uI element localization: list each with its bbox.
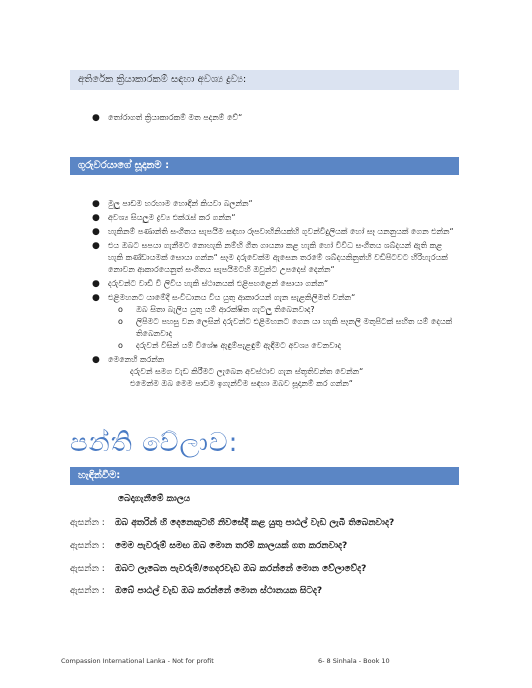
prep-item-text: මෙනෙහි කරන්න — [108, 355, 165, 364]
bullet-icon: ● — [92, 293, 100, 303]
question-row — [70, 539, 470, 553]
prep-item-text: මුලු පාඩම හරහාම හොඳින් කියවා බලන්න“ — [108, 199, 253, 208]
question-row — [70, 584, 470, 598]
prep-sub-item-text: ඔබ සිතා බැලිය යුතු යම් ආරක්ෂිත ගැටලු තිබෙනවාද? — [136, 305, 315, 314]
prep-sub-item-text: ලිපිමට පහසු වන ලෙසින් දරුවන්ට එළිමහනට ගෙන යා හැකි පෑනලි මතුපිටක් සහිත යම් දෙයක් තිබෙනවාද — [136, 317, 453, 338]
prep-sub-item — [108, 340, 455, 352]
prep-sub-item-text: දරුවන් විසින් යම් විශේෂ ඇඳුම්පැළඳුම් ඇඳීමට අවශ්‍ය වෙනවාද — [136, 341, 342, 350]
ask-label: ඇසන්න : — [70, 586, 105, 596]
ask-label: ඇසන්න : — [70, 518, 105, 528]
teacher-prep-header: ගුරුවරයාගේ සූදානම : — [70, 157, 459, 175]
class-time-heading: පන්ති වේලාව: — [70, 428, 239, 458]
bullet-icon: ● — [92, 241, 100, 251]
ask-label: ඇසන්න : — [70, 564, 105, 574]
question-text: ඔබට ලැබෙන පැවරුම්/ගෙදරවැඩ ඔබ කරන්නේ මොන වේලාවේද? — [115, 564, 367, 574]
circle-bullet-icon: o — [118, 341, 123, 350]
prep-item-text: එළිමහනට යාමේදී සංවිධානය විය යුතු ආකාරයන් ගැන සැළකිලිමත් වන්න“ — [108, 293, 356, 302]
prep-item — [90, 278, 455, 290]
materials-item — [90, 112, 455, 124]
sharing-time-title: බෙදාගැනීමේ කාලය — [118, 494, 191, 504]
teacher-prep-list — [90, 198, 455, 390]
circle-bullet-icon: o — [118, 317, 123, 326]
footer-right: 6- 8 Sinhala - Book 10 — [318, 657, 390, 665]
prep-item — [90, 354, 455, 390]
bullet-icon: ● — [92, 355, 100, 365]
materials-list — [90, 112, 455, 124]
prep-item — [90, 198, 455, 210]
footer-left: Compassion International Lanka - Not for profit — [61, 657, 214, 665]
question-text: මෙම පැවරුම් සමඟ ඔබ මොන තරම් කාලයක් ගත කරනවාද? — [115, 541, 348, 551]
materials-item-text: තෝරාගත් ක්‍රියාකාරකම් මත පදනම් වේ“ — [108, 113, 243, 122]
prep-sub-item — [108, 316, 455, 340]
bullet-icon: ● — [92, 227, 100, 237]
circle-bullet-icon: o — [118, 305, 123, 314]
question-row — [70, 516, 470, 530]
prep-reflect-line: දරුවන් සමග වැඩ කිරීමට ලැබෙන අවස්ථාව ගැන ස්තූතිවන්ත වෙන්න“ — [130, 367, 364, 376]
prep-item — [90, 240, 455, 276]
prep-sub-list — [108, 304, 455, 352]
prep-item — [90, 226, 455, 238]
prep-item-text: එය ඔබට සපයා ගැනීමට නොහැකි නම්හි ගීත ගායනා කළ හැකි හෝ විවිධ සංගීතය ශබ්දයන් ඇති කළ හැකි කණ්ඩායමක් සොයා ගන්න“ සෑම දරුවෙක්ම ඇසෙන තරමේ ශබ්දයකිනුත්හි වඩිපිටවට හිරිහැරයක් නොවන ආකාරයෙනුත් සංගීතය සැපයීමටහි ඔවුන්ට උපදෙස් දෙන්න“ — [108, 241, 448, 274]
introduction-header: හැඳින්වීම: — [70, 467, 459, 485]
prep-item — [90, 292, 455, 352]
prep-item — [90, 212, 455, 224]
bullet-icon: ● — [92, 279, 100, 289]
question-text: ඔබ අතරින් හි දෙනෙකුටහි නිවසේදී කළ යුතු පාඨල් වැඩ ලැබී තිබෙනවාද? — [115, 518, 395, 528]
bullet-icon: ● — [92, 199, 100, 209]
prep-item-text: හැකිනම් පණාන්ති සංගීතය සැපයීම සඳහා රූපවාහිනියක්හි ගුවන්විදුලියක් හෝ සෑ යනනුයක් ගෙන එන්න“ — [108, 227, 454, 236]
ask-label: ඇසන්න : — [70, 541, 105, 551]
materials-header: අතිරේක ක්‍රියාකාරකම් සඳහා අවශ්‍ය ද්‍රව්‍ය: — [70, 70, 459, 90]
bullet-icon: ● — [92, 213, 100, 223]
bullet-icon: ● — [92, 113, 100, 123]
prep-item-text: දරුවන්ට වාඩි වී ලිවිය හැකි ස්ථානයක් එළිපහළෙන් සොයා ගන්න“ — [108, 279, 329, 288]
prep-reflect-line: එමෙන්ම ඔබ මෙම පාඩම ඉගැන්වීම සඳහා ඔබව සූදානම් කර ගන්න“ — [130, 379, 353, 388]
question-row — [70, 562, 470, 576]
question-text: ඔබේ පාඨල් වැඩ ඔබ කරන්නේ මොන ස්ථානයක සිටද? — [115, 586, 323, 596]
prep-sub-item — [108, 304, 455, 316]
prep-item-text: අවශ්‍ය සියලුම ද්‍රව්‍ය එක්රැස් කර ගන්න“ — [108, 213, 236, 222]
